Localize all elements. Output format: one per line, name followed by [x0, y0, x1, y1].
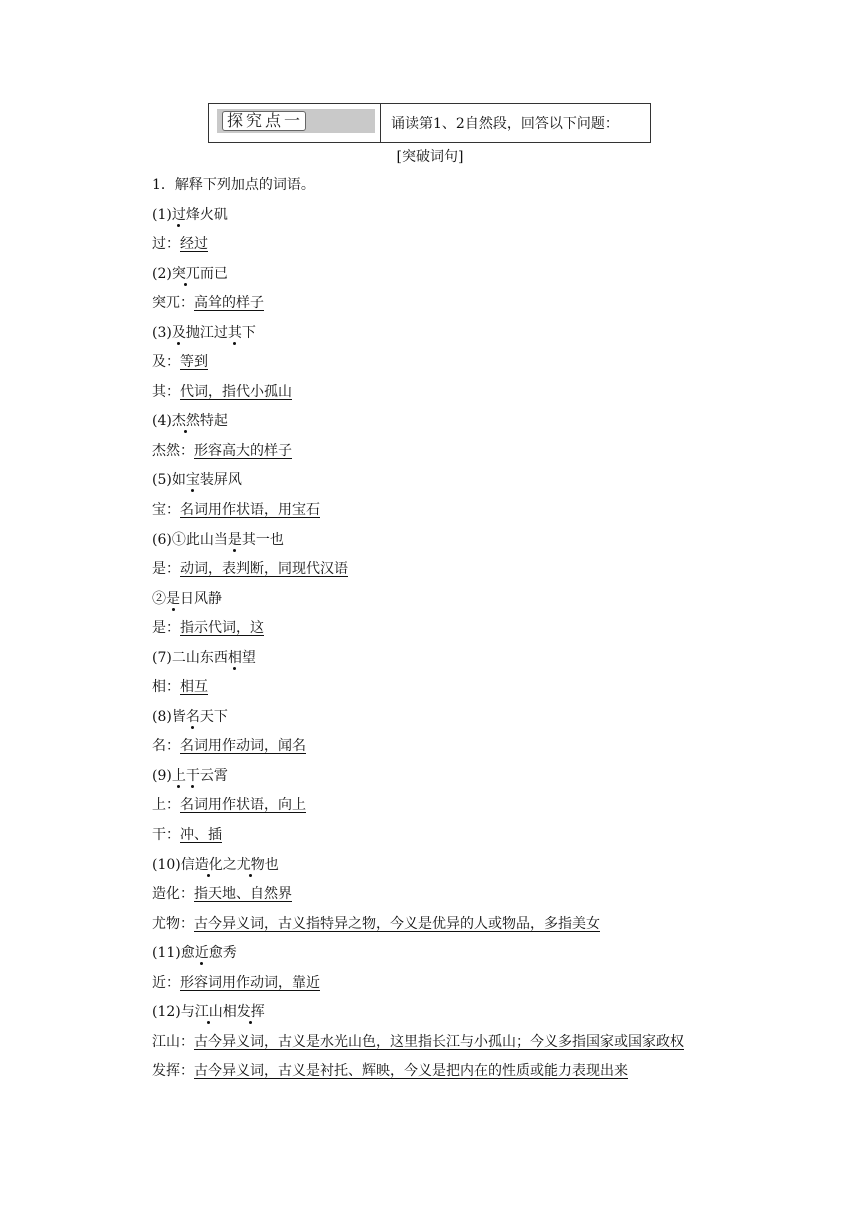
explanation-answer: 指天地、自然界	[194, 886, 292, 903]
phrase-text: (12)与	[152, 1004, 195, 1021]
explanation-answer: 名词用作动词，闻名	[180, 738, 306, 755]
header-badge-cell	[209, 104, 381, 142]
explanation-label: 名：	[152, 738, 180, 755]
explanation-label: 是：	[152, 620, 180, 637]
explanation-answer: 名词用作状语，向上	[180, 797, 306, 814]
explanation-label: 近：	[152, 974, 180, 991]
explanation-label: 上：	[152, 797, 180, 814]
source-phrase	[152, 647, 684, 677]
explanation-answer: 高耸的样子	[194, 295, 264, 312]
dotted-word: 是	[166, 590, 180, 607]
phrase-text: 而已	[199, 265, 228, 282]
phrase-text: (10)信	[152, 856, 195, 873]
explanation-label: 尤物：	[152, 915, 194, 932]
phrase-text: (5)如	[152, 472, 186, 489]
explanation-label: 过：	[152, 236, 180, 253]
explanation-label: 相：	[152, 679, 180, 696]
phrase-text: 其一也	[241, 531, 284, 548]
explanation-answer: 形容词用作动词，靠近	[180, 974, 320, 991]
dotted-word: 尤物	[236, 856, 265, 873]
exploration-badge: 探究点一	[222, 111, 306, 131]
explanation-answer: 经过	[180, 236, 208, 253]
explanation-answer: 冲、插	[180, 827, 222, 844]
word-explanation	[152, 794, 684, 824]
explanation-label: 宝：	[152, 502, 180, 519]
phrase-text: 日风静	[180, 590, 222, 607]
explanation-label: 及：	[152, 354, 180, 371]
section-title: [突破词句]	[396, 149, 464, 165]
phrase-text: 装屏风	[199, 472, 242, 489]
word-explanation	[152, 913, 684, 943]
explanation-label: 干：	[152, 827, 180, 844]
explanation-answer: 动词，表判断，同现代汉语	[180, 561, 348, 578]
phrase-text: ②	[152, 590, 166, 607]
phrase-text: 下	[241, 324, 256, 341]
dotted-word: 是	[227, 531, 242, 548]
phrase-text: (1)	[152, 206, 172, 223]
phrase-text: (11)愈	[152, 945, 195, 962]
word-explanation	[152, 381, 684, 411]
explanation-label: 发挥：	[152, 1063, 194, 1080]
phrase-text: 烽火矶	[185, 206, 228, 223]
source-phrase	[152, 1001, 684, 1031]
explanation-answer: 指示代词，这	[180, 620, 264, 637]
dotted-word: 江山	[194, 1004, 223, 1021]
phrase-text: 愈秀	[208, 945, 237, 962]
word-explanation	[152, 972, 684, 1002]
dotted-word: 过	[171, 206, 186, 223]
explanation-answer: 古今异义词，古义是水光山色，这里指长江与小孤山；今义多指国家或国家政权	[194, 1033, 684, 1050]
phrase-text: 特起	[199, 413, 228, 430]
source-phrase	[152, 263, 684, 293]
word-explanation	[152, 883, 684, 913]
phrase-text: 抛江过	[185, 324, 228, 341]
phrase-text: (6)①此山当	[152, 531, 228, 548]
source-phrase	[152, 942, 684, 972]
source-phrase	[152, 410, 684, 440]
phrase-text: (3)	[152, 324, 172, 341]
phrase-text: (7)二山东西	[152, 649, 228, 666]
phrase-text: 也	[264, 856, 279, 873]
dotted-word: 干	[185, 767, 200, 784]
word-explanation	[152, 1060, 684, 1090]
phrase-text: 之	[222, 856, 237, 873]
word-explanation	[152, 233, 684, 263]
phrase-text: (9)	[152, 767, 172, 784]
source-phrase	[152, 469, 684, 499]
source-phrase	[152, 204, 684, 234]
phrase-text: (4)	[152, 413, 172, 430]
dotted-word: 造化	[194, 856, 223, 873]
word-explanation	[152, 351, 684, 381]
phrase-text: 望	[241, 649, 256, 666]
dotted-word: 名	[185, 708, 200, 725]
badge-background	[217, 109, 375, 133]
dotted-word: 发挥	[236, 1004, 265, 1021]
dotted-word: 其	[227, 324, 242, 341]
word-explanation	[152, 558, 684, 588]
word-explanation	[152, 824, 684, 854]
word-explanation	[152, 735, 684, 765]
question-title: 1．解释下列加点的词语。	[152, 177, 315, 193]
source-phrase	[152, 322, 684, 352]
source-phrase	[152, 529, 684, 559]
dotted-word: 宝	[185, 472, 200, 489]
exercise-content	[152, 174, 684, 1090]
word-explanation	[152, 292, 684, 322]
source-phrase	[152, 854, 684, 884]
explanation-label: 杰然：	[152, 442, 194, 459]
dotted-word: 突兀	[171, 265, 200, 282]
word-explanation	[152, 499, 684, 529]
word-explanation	[152, 1031, 684, 1061]
word-explanation	[152, 617, 684, 647]
phrase-text: 相	[222, 1004, 237, 1021]
phrase-text: (8)皆	[152, 708, 186, 725]
dotted-word: 相	[227, 649, 242, 666]
explanation-answer: 古今异义词，古义指特异之物，今义是优异的人或物品，多指美女	[194, 915, 600, 932]
phrase-text: (2)	[152, 265, 172, 282]
explanation-label: 是：	[152, 561, 180, 578]
exploration-header	[208, 103, 651, 143]
word-explanation	[152, 440, 684, 470]
source-phrase	[152, 765, 684, 795]
explanation-answer: 等到	[180, 354, 208, 371]
dotted-word: 近	[194, 945, 209, 962]
explanation-label: 江山：	[152, 1033, 194, 1050]
explanation-answer: 形容高大的样子	[194, 442, 292, 459]
word-explanation	[152, 676, 684, 706]
explanation-answer: 古今异义词，古义是衬托、辉映，今义是把内在的性质或能力表现出来	[194, 1063, 628, 1080]
header-instruction: 诵读第1、2自然段，回答以下问题：	[391, 116, 619, 132]
phrase-text: 天下	[199, 708, 228, 725]
explanation-answer: 相互	[180, 679, 208, 696]
explanation-label: 其：	[152, 383, 180, 400]
phrase-text: 云霄	[199, 767, 228, 784]
source-phrase	[152, 588, 684, 618]
explanation-label: 突兀：	[152, 295, 194, 312]
dotted-word: 上	[171, 767, 186, 784]
explanation-answer: 名词用作状语，用宝石	[180, 502, 320, 519]
dotted-word: 及	[171, 324, 186, 341]
explanation-label: 造化：	[152, 886, 194, 903]
source-phrase	[152, 706, 684, 736]
explanation-answer: 代词，指代小孤山	[180, 383, 292, 400]
dotted-word: 杰然	[171, 413, 200, 430]
